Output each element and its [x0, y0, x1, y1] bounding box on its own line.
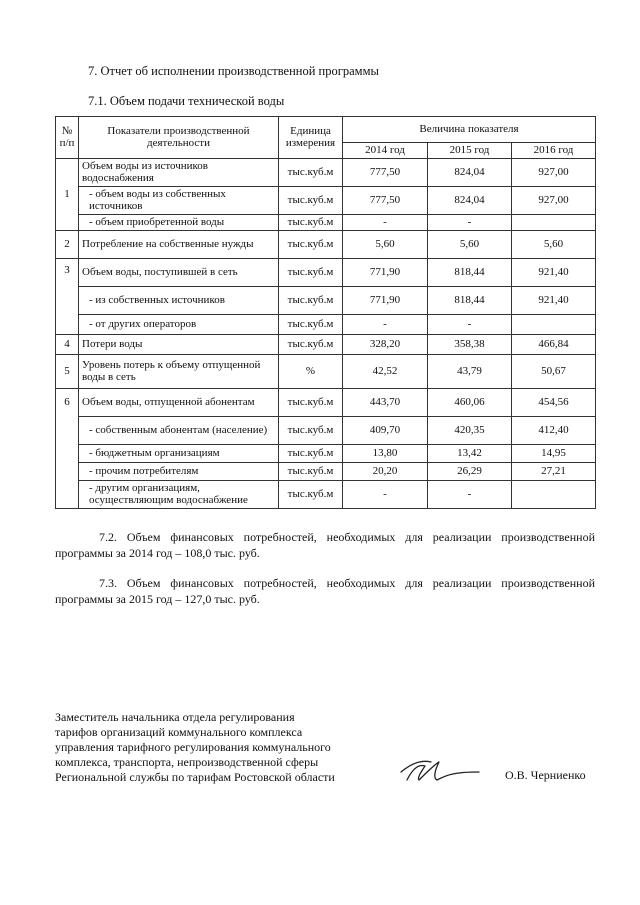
row-num: 2	[56, 231, 79, 259]
row-value-2014: -	[343, 215, 428, 231]
signatory-line: Заместитель начальника отдела регулирования	[55, 710, 295, 724]
row-name: Объем воды, отпущенной абонентам	[79, 389, 279, 417]
paragraph-7-3-text: 7.3. Объем финансовых потребностей, необходимых для реализации производственной программы за 2015 год – 127,0 тыс. руб.	[55, 576, 595, 606]
row-value-2016: 921,40	[512, 259, 596, 287]
row-value-2014: 5,60	[343, 231, 428, 259]
row-unit: тыс.куб.м	[279, 335, 343, 355]
row-name: - из собственных источников	[79, 287, 279, 315]
row-unit: тыс.куб.м	[279, 445, 343, 463]
row-value-2015: 358,38	[428, 335, 512, 355]
row-value-2016	[512, 315, 596, 335]
row-value-2014: 771,90	[343, 259, 428, 287]
row-unit: тыс.куб.м	[279, 417, 343, 445]
row-value-2014: 443,70	[343, 389, 428, 417]
signatory-line: тарифов организаций коммунального комплекса	[55, 725, 303, 739]
signatory-name: О.В. Черниенко	[505, 768, 586, 782]
table-row	[56, 231, 596, 259]
row-name: - от других операторов	[79, 315, 279, 335]
row-value-2016: 50,67	[512, 355, 596, 389]
row-unit: тыс.куб.м	[279, 389, 343, 417]
header-value: Величина показателя	[343, 117, 596, 143]
paragraph-7-2-text: 7.2. Объем финансовых потребностей, необходимых для реализации производственной программы за 2014 год – 108,0 тыс. руб.	[55, 530, 595, 560]
row-value-2016: 466,84	[512, 335, 596, 355]
row-name: - объем приобретенной воды	[79, 215, 279, 231]
row-value-2015: 43,79	[428, 355, 512, 389]
row-name: - объем воды из собственных источников	[79, 187, 279, 215]
table-row	[56, 287, 596, 315]
row-value-2016: 14,95	[512, 445, 596, 463]
row-num: 1	[56, 159, 79, 231]
row-name: - прочим потребителям	[79, 463, 279, 481]
row-value-2014: 328,20	[343, 335, 428, 355]
header-indicator: Показатели производственной деятельности	[79, 117, 279, 159]
table-row	[56, 417, 596, 445]
row-value-2015: 420,35	[428, 417, 512, 445]
row-value-2015: 460,06	[428, 389, 512, 417]
row-value-2016: 5,60	[512, 231, 596, 259]
row-name: Объем воды, поступившей в сеть	[79, 259, 279, 287]
row-value-2014: -	[343, 315, 428, 335]
row-num: 4	[56, 335, 79, 355]
row-value-2016	[512, 215, 596, 231]
row-value-2015: 13,42	[428, 445, 512, 463]
header-year-2015: 2015 год	[428, 143, 512, 159]
row-name: Уровень потерь к объему отпущенной воды в сеть	[79, 355, 279, 389]
row-value-2016: 921,40	[512, 287, 596, 315]
row-name: Объем воды из источников водоснабжения	[79, 159, 279, 187]
row-value-2014: 777,50	[343, 159, 428, 187]
signatory-line: Региональной службы по тарифам Ростовской области	[55, 770, 335, 784]
row-unit: тыс.куб.м	[279, 159, 343, 187]
technical-water-table	[55, 116, 596, 509]
row-unit: тыс.куб.м	[279, 463, 343, 481]
row-value-2015: 824,04	[428, 187, 512, 215]
row-name: Потребление на собственные нужды	[79, 231, 279, 259]
header-unit: Единица измерения	[279, 117, 343, 159]
table-row	[56, 389, 596, 417]
row-unit: тыс.куб.м	[279, 481, 343, 509]
table-row	[56, 259, 596, 287]
row-value-2016	[512, 481, 596, 509]
table-row	[56, 159, 596, 187]
table-row	[56, 445, 596, 463]
row-value-2015: 818,44	[428, 287, 512, 315]
table-row	[56, 463, 596, 481]
table-row	[56, 315, 596, 335]
table-row	[56, 355, 596, 389]
table-row	[56, 215, 596, 231]
table-row	[56, 187, 596, 215]
header-year-2014: 2014 год	[343, 143, 428, 159]
row-value-2014: -	[343, 481, 428, 509]
row-value-2015: -	[428, 215, 512, 231]
section-title: 7. Отчет об исполнении производственной программы	[88, 64, 379, 78]
row-unit: тыс.куб.м	[279, 187, 343, 215]
row-value-2015: -	[428, 315, 512, 335]
row-value-2015: -	[428, 481, 512, 509]
row-num: 3	[56, 259, 79, 335]
row-name: - собственным абонентам (население)	[79, 417, 279, 445]
row-value-2016: 927,00	[512, 159, 596, 187]
table-row	[56, 481, 596, 509]
paragraph-7-3	[55, 575, 595, 607]
subsection-title: 7.1. Объем подачи технической воды	[88, 94, 285, 108]
row-value-2014: 42,52	[343, 355, 428, 389]
row-value-2014: 777,50	[343, 187, 428, 215]
row-unit: тыс.куб.м	[279, 287, 343, 315]
handwritten-signature	[395, 750, 485, 790]
row-unit: %	[279, 355, 343, 389]
row-value-2015: 26,29	[428, 463, 512, 481]
header-num: № п/п	[56, 117, 79, 159]
row-value-2016: 27,21	[512, 463, 596, 481]
row-value-2014: 13,80	[343, 445, 428, 463]
row-value-2014: 409,70	[343, 417, 428, 445]
table-row	[56, 335, 596, 355]
paragraph-7-2	[55, 529, 595, 561]
row-value-2016: 412,40	[512, 417, 596, 445]
row-num: 6	[56, 389, 79, 509]
signatory-line: управления тарифного регулирования коммунального	[55, 740, 331, 754]
signatory-line: комплекса, транспорта, непроизводственной сферы	[55, 755, 319, 769]
row-unit: тыс.куб.м	[279, 259, 343, 287]
header-year-2016: 2016 год	[512, 143, 596, 159]
row-value-2014: 771,90	[343, 287, 428, 315]
row-value-2014: 20,20	[343, 463, 428, 481]
row-unit: тыс.куб.м	[279, 215, 343, 231]
row-unit: тыс.куб.м	[279, 315, 343, 335]
row-value-2015: 818,44	[428, 259, 512, 287]
row-value-2015: 5,60	[428, 231, 512, 259]
signatory-title	[55, 710, 335, 785]
row-name: - другим организациям, осуществляющим водоснабжение	[79, 481, 279, 509]
row-value-2015: 824,04	[428, 159, 512, 187]
row-name: Потери воды	[79, 335, 279, 355]
row-value-2016: 927,00	[512, 187, 596, 215]
row-value-2016: 454,56	[512, 389, 596, 417]
row-name: - бюджетным организациям	[79, 445, 279, 463]
row-unit: тыс.куб.м	[279, 231, 343, 259]
row-num: 5	[56, 355, 79, 389]
